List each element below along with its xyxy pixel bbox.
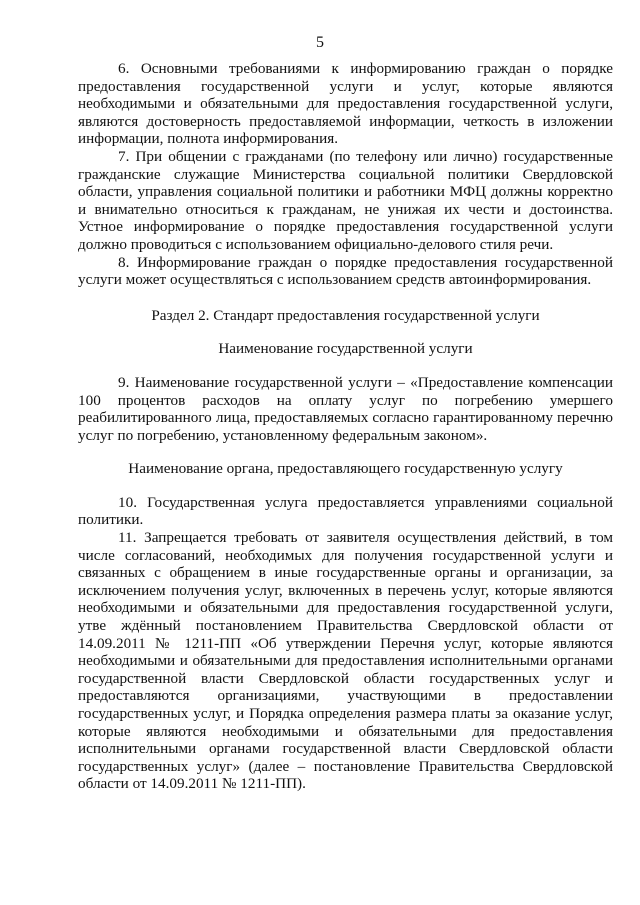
- paragraph-8: 8. Информирование граждан о порядке предоставления государственной услуги может осуществляться с использованием средств автоинформирования.: [78, 253, 613, 289]
- paragraph-7: 7. При общении с гражданами (по телефону или лично) государственные гражданские служащие Министерства социальной политики Свердловской области, управления социальной политики и работники МФЦ должны корректно и внимательно относиться к гражданам, не унижая их чести и достоинства. Устное информирование о порядке предоставления государственной услуги должно проводиться с использованием официально-делового стиля речи.: [78, 147, 613, 253]
- paragraph-11: 11. Запрещается требовать от заявителя осуществления действий, в том числе согласований, необходимых для получения государственной услуги и связанных с обращением в иные государственные органы и организации, за исключением получения услуг, включенных в перечень услуг, которые являются необходимыми и обязательными для предоставления государственной услуги, утве ждённый постановлением Правительства Свердловской области от 14.09.2011 № 1211-ПП «Об утверждении Перечня услуг, которые являются необходимыми и обязательными для предоставления исполнительными органами государственной власти Свердловской области государственных услуг и предоставляются организациями, участвующими в предоставлении государственных услуг, и Порядка определения размера платы за оказание услуг, которые являются необходимыми и обязательными для предоставления исполнительными органами государственной власти Свердловской области государственных услуг» (далее – постановление Правительства Свердловской области от 14.09.2011 № 1211-ПП).: [78, 529, 613, 793]
- paragraph-10: 10. Государственная услуга предоставляется управлениями социальной политики.: [78, 493, 613, 529]
- page-number: 5: [316, 34, 324, 51]
- subheading-service-name: Наименование государственной услуги: [218, 340, 473, 358]
- section-heading: Раздел 2. Стандарт предоставления государственной услуги: [151, 306, 540, 324]
- document-body: [78, 60, 613, 793]
- paragraph-6: 6. Основными требованиями к информированию граждан о порядке предоставления государственной услуги и услуг, которые являются необходимыми и обязательными для предоставления государственной услуги, являются достоверность предоставляемой информации, четкость в изложении информации, полнота информирования.: [78, 60, 613, 148]
- paragraph-9: 9. Наименование государственной услуги – «Предоставление компенсации 100 процентов расходов на оплату услуг по погребению умершего реабилитированного лица, предоставляемых согласно гарантированному перечню услуг по погребению, установленному федеральным законом».: [78, 373, 613, 444]
- subheading-authority: Наименование органа, предоставляющего государственную услугу: [128, 460, 563, 478]
